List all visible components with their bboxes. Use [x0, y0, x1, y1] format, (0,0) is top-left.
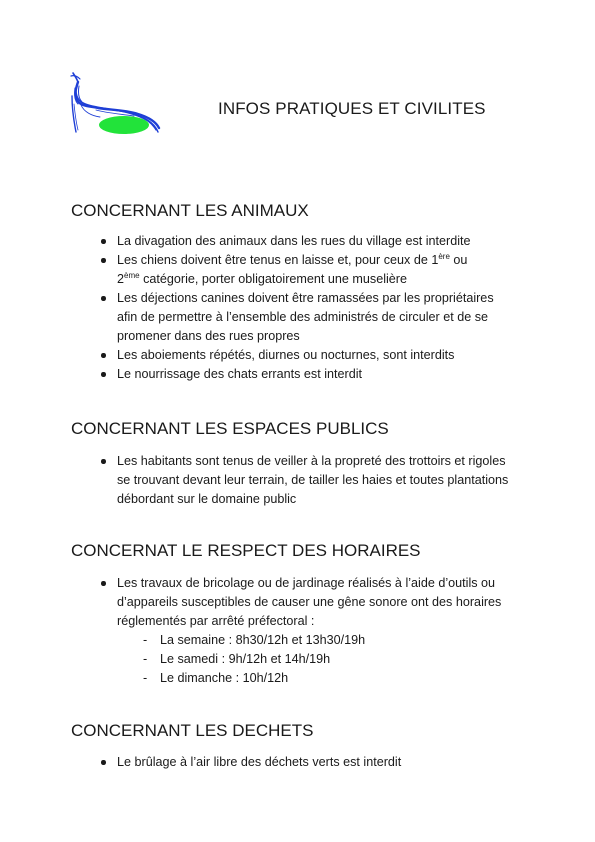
page-title: INFOS PRATIQUES ET CIVILITES [218, 99, 486, 118]
schedule-item: - Le dimanche : 10h/12h [117, 669, 512, 688]
list-item: Le nourrissage des chats errants est interdit [0, 365, 510, 384]
schedule-item: - La semaine : 8h30/12h et 13h30/19h [117, 631, 512, 650]
logo-green-shape [99, 116, 149, 134]
section-heading-dechets: CONCERNANT LES DECHETS [71, 721, 314, 740]
logo-image [66, 70, 166, 142]
list-animaux [0, 232, 510, 384]
item-text: ou [449, 253, 468, 267]
item-text: 2 [117, 272, 125, 286]
superscript: ème [124, 271, 140, 280]
item-text: Les chiens doivent être tenus en laisse et, pour ceux de 1 [117, 253, 439, 267]
list-item: La divagation des animaux dans les rues du village est interdite [0, 232, 510, 251]
list-item [0, 574, 512, 688]
item-text: Les travaux de bricolage ou de jardinage réalisés à l’aide d’outils ou d’appareils susceptibles de causer une gêne sonore ont des horaires réglementés par arrêté préfectoral : [117, 576, 502, 628]
list-item: Le brûlage à l’air libre des déchets verts est interdit [0, 753, 510, 772]
list-item: Les aboiements répétés, diurnes ou nocturnes, sont interdits [0, 346, 510, 365]
schedule-item: - Le samedi : 9h/12h et 14h/19h [117, 650, 512, 669]
section-heading-espaces-publics: CONCERNANT LES ESPACES PUBLICS [71, 419, 389, 438]
list-item: Les déjections canines doivent être ramassées par les propriétaires afin de permettre à l’ensemble des administrés de circuler et de se promener dans des rues propres [0, 289, 510, 346]
item-text: catégorie, porter obligatoirement une muselière [139, 272, 407, 286]
list-horaires [0, 574, 512, 688]
list-dechets [0, 753, 510, 772]
superscript: ère [438, 252, 450, 261]
schedule-list [117, 631, 512, 688]
list-item: Les habitants sont tenus de veiller à la propreté des trottoirs et rigoles se trouvant devant leur terrain, de tailler les haies et toutes plantations débordant sur le domaine public [0, 452, 509, 509]
section-heading-animaux: CONCERNANT LES ANIMAUX [71, 201, 309, 220]
section-heading-horaires: CONCERNAT LE RESPECT DES HORAIRES [71, 541, 421, 560]
list-item [0, 251, 510, 289]
list-espaces-publics [0, 452, 509, 509]
